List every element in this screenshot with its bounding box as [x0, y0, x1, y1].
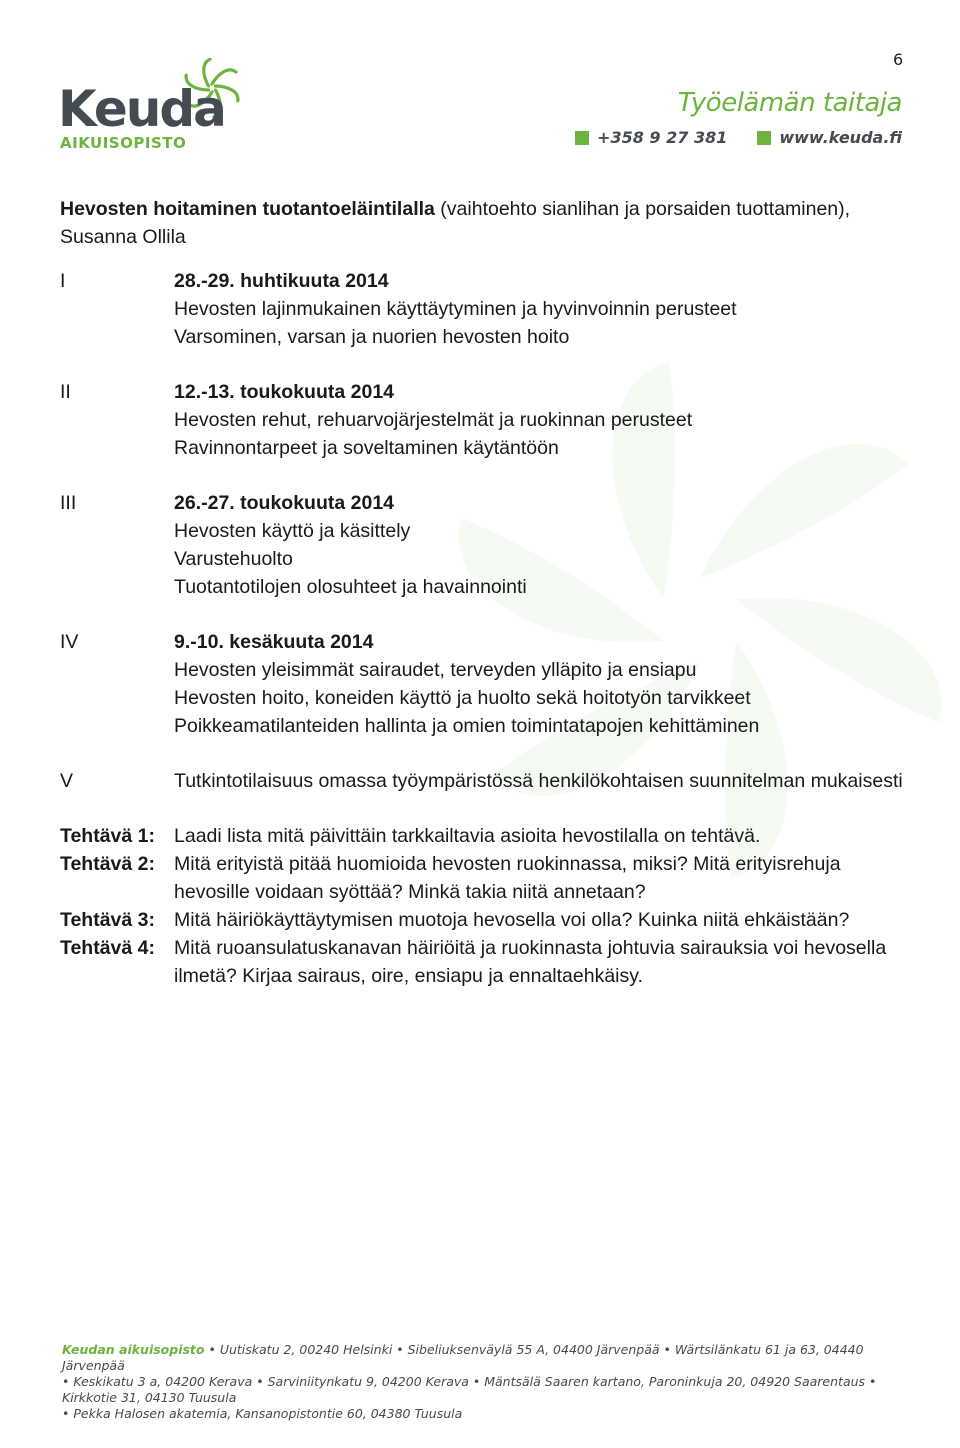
- section-line: Hevosten yleisimmät sairaudet, terveyden ylläpito ja ensiapu: [174, 659, 697, 681]
- task-list: [60, 822, 910, 990]
- section-2: [60, 378, 910, 462]
- section-line: Hevosten käyttö ja käsittely: [174, 520, 411, 542]
- task-text: Mitä häiriökäyttäytymisen muotoja hevosella voi olla? Kuinka niitä ehkäistään?: [174, 909, 850, 931]
- footer-org: Keudan aikuisopisto: [62, 1342, 205, 1357]
- page-number: 6: [893, 50, 904, 69]
- section-line: Tutkintotilaisuus omassa työympäristössä henkilökohtaisen suunnitelman mukaisesti: [174, 770, 903, 792]
- keuda-logo: [58, 58, 258, 158]
- section-5: [60, 767, 910, 795]
- task-item: [60, 822, 910, 850]
- section-date: 9.-10. kesäkuuta 2014: [174, 631, 374, 653]
- website-link[interactable]: www.keuda.fi: [779, 128, 902, 147]
- task-label: Tehtävä 2:: [60, 853, 156, 875]
- document-body: [60, 195, 910, 990]
- course-title-rest: (vaihtoehto sianlihan ja porsaiden tuottaminen), Susanna Ollila: [60, 198, 851, 248]
- section-line: Tuotantotilojen olosuhteet ja havainnointi: [174, 576, 527, 598]
- task-text: Mitä ruoansulatuskanavan häiriöitä ja ruokinnasta johtuvia sairauksia voi hevosella ilmetä? Kirjaa sairaus, oire, ensiapu ja ennaltaehkäisy.: [174, 937, 887, 987]
- section-date: 28.-29. huhtikuuta 2014: [174, 270, 389, 292]
- section-line: Ravinnontarpeet ja soveltaminen käytäntöön: [174, 437, 559, 459]
- contact-row: [575, 128, 902, 147]
- footer-line-1-text: • Uutiskatu 2, 00240 Helsinki • Sibeliuksenväylä 55 A, 04400 Järvenpää • Wärtsilänkatu 61 ja 63, 04440 Järvenpää: [62, 1342, 864, 1373]
- footer-addresses: [62, 1342, 902, 1422]
- section-line: Hevosten hoito, koneiden käyttö ja huolto sekä hoitotyön tarvikkeet: [174, 687, 751, 709]
- task-label: Tehtävä 1:: [60, 825, 156, 847]
- section-date: 12.-13. toukokuuta 2014: [174, 381, 395, 403]
- course-title-bold: Hevosten hoitaminen tuotantoeläintilalla: [60, 198, 435, 220]
- green-square-icon: [757, 131, 771, 145]
- section-line: Varustehuolto: [174, 548, 293, 570]
- phone-number: +358 9 27 381: [597, 128, 728, 147]
- task-label: Tehtävä 3:: [60, 909, 156, 931]
- section-line: Varsominen, varsan ja nuorien hevosten hoito: [174, 326, 570, 348]
- section-line: Poikkeamatilanteiden hallinta ja omien toimintatapojen kehittäminen: [174, 715, 760, 737]
- tagline: Työelämän taitaja: [677, 88, 902, 118]
- section-numeral: IV: [60, 631, 79, 653]
- task-item: [60, 850, 910, 906]
- section-numeral: I: [60, 270, 66, 292]
- section-numeral: III: [60, 492, 77, 514]
- task-label: Tehtävä 4:: [60, 937, 156, 959]
- section-1: [60, 267, 910, 351]
- header-contact: [575, 88, 902, 147]
- task-text: Laadi lista mitä päivittäin tarkkailtavia asioita hevostilalla on tehtävä.: [174, 825, 761, 847]
- task-text: Mitä erityistä pitää huomioida hevosten ruokinnassa, miksi? Mitä erityisrehuja hevosille voidaan syöttää? Minkä takia niitä annetaan?: [174, 853, 841, 903]
- section-date: 26.-27. toukokuuta 2014: [174, 492, 395, 514]
- task-item: [60, 934, 910, 990]
- section-3: [60, 489, 910, 601]
- course-title: [60, 195, 910, 251]
- footer-line-2: • Keskikatu 3 a, 04200 Kerava • Sarviniitynkatu 9, 04200 Kerava • Mäntsälä Saaren kartano, Paroninkuja 20, 04920 Saarentaus • Kirkkotie 31, 04130 Tuusula: [62, 1374, 877, 1405]
- logo-wordmark: Keuda: [58, 80, 225, 138]
- section-line: Hevosten rehut, rehuarvojärjestelmät ja ruokinnan perusteet: [174, 409, 693, 431]
- section-numeral: II: [60, 381, 71, 403]
- green-square-icon: [575, 131, 589, 145]
- section-numeral: V: [60, 770, 74, 792]
- section-line: Hevosten lajinmukainen käyttäytyminen ja hyvinvoinnin perusteet: [174, 298, 737, 320]
- footer-line-3: • Pekka Halosen akatemia, Kansanopistontie 60, 04380 Tuusula: [62, 1406, 463, 1421]
- logo-subtitle: AIKUISOPISTO: [60, 134, 187, 152]
- footer-line-1: [62, 1342, 902, 1374]
- task-item: [60, 906, 910, 934]
- section-4: [60, 628, 910, 740]
